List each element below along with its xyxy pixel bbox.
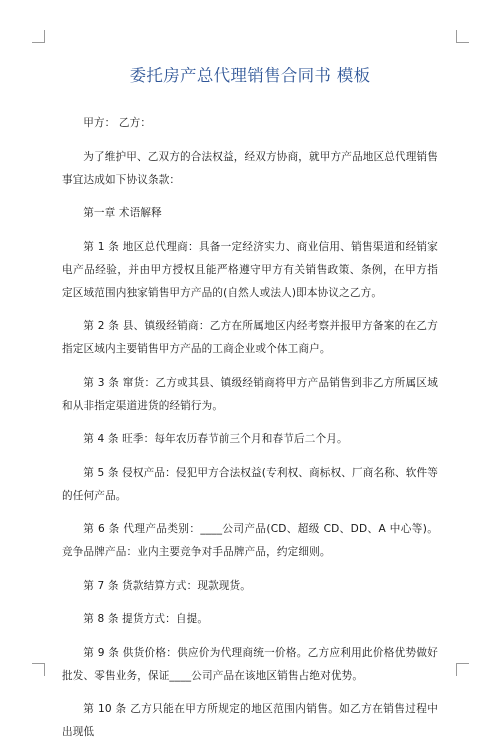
crop-mark-bottom-left [32,663,45,676]
article-2: 第 2 条 县、镇级经销商：乙方在所属地区内经考察并报甲方备案的在乙方指定区域内主要销售甲方产品的工商企业或个体工商户。 [62,320,438,355]
article-3: 第 3 条 窜货：乙方或其县、镇级经销商将甲方产品销售到非乙方所属区域和从非指定渠道进货的经销行为。 [62,376,438,412]
article-4: 第 4 条 旺季：每年农历春节前三个月和春节后二个月。 [83,433,348,445]
crop-mark-top-left [32,30,45,43]
article-6: 第 6 条 代理产品类别：____公司产品(CD、超级 CD、DD、A 中心等)。竞争品牌产品：业内主要竞争对手品牌产品，约定细则。 [62,523,438,558]
preamble-paragraph: 为了维护甲、乙双方的合法权益，经双方协商，就甲方产品地区总代理销售事宜达成如下协议条款： [62,150,438,186]
parties-line: 甲方： 乙方： [83,117,152,129]
document-title: 委托房产总代理销售合同书 模板 [129,66,371,85]
chapter-heading: 第一章 术语解释 [83,207,162,219]
article-5: 第 5 条 侵权产品：侵犯甲方合法权益(专利权、商标权、厂商名称、软件等的任何产品。 [62,466,438,502]
article-8: 第 8 条 提货方式：自提。 [83,613,209,625]
document-page [62,58,438,755]
article-1: 第 1 条 地区总代理商：具备一定经济实力、商业信用、销售渠道和经销家电产品经验，并由甲方授权且能严格遵守甲方有关销售政策、条例，在甲方指定区域范围内独家销售甲方产品的(自然人或法人)即本协议之乙方。 [62,240,438,299]
article-7: 第 7 条 货款结算方式：现款现货。 [83,579,252,592]
crop-mark-bottom-right [456,663,469,676]
article-10: 第 10 条 乙方只能在甲方所规定的地区范围内销售。如乙方在销售过程中出现低 [62,703,438,738]
crop-mark-top-right [456,30,469,43]
article-9: 第 9 条 供货价格：供应价为代理商统一价格。乙方应利用此价格优势做好批发、零售业务，保证____公司产品在该地区销售占绝对优势。 [62,646,438,682]
